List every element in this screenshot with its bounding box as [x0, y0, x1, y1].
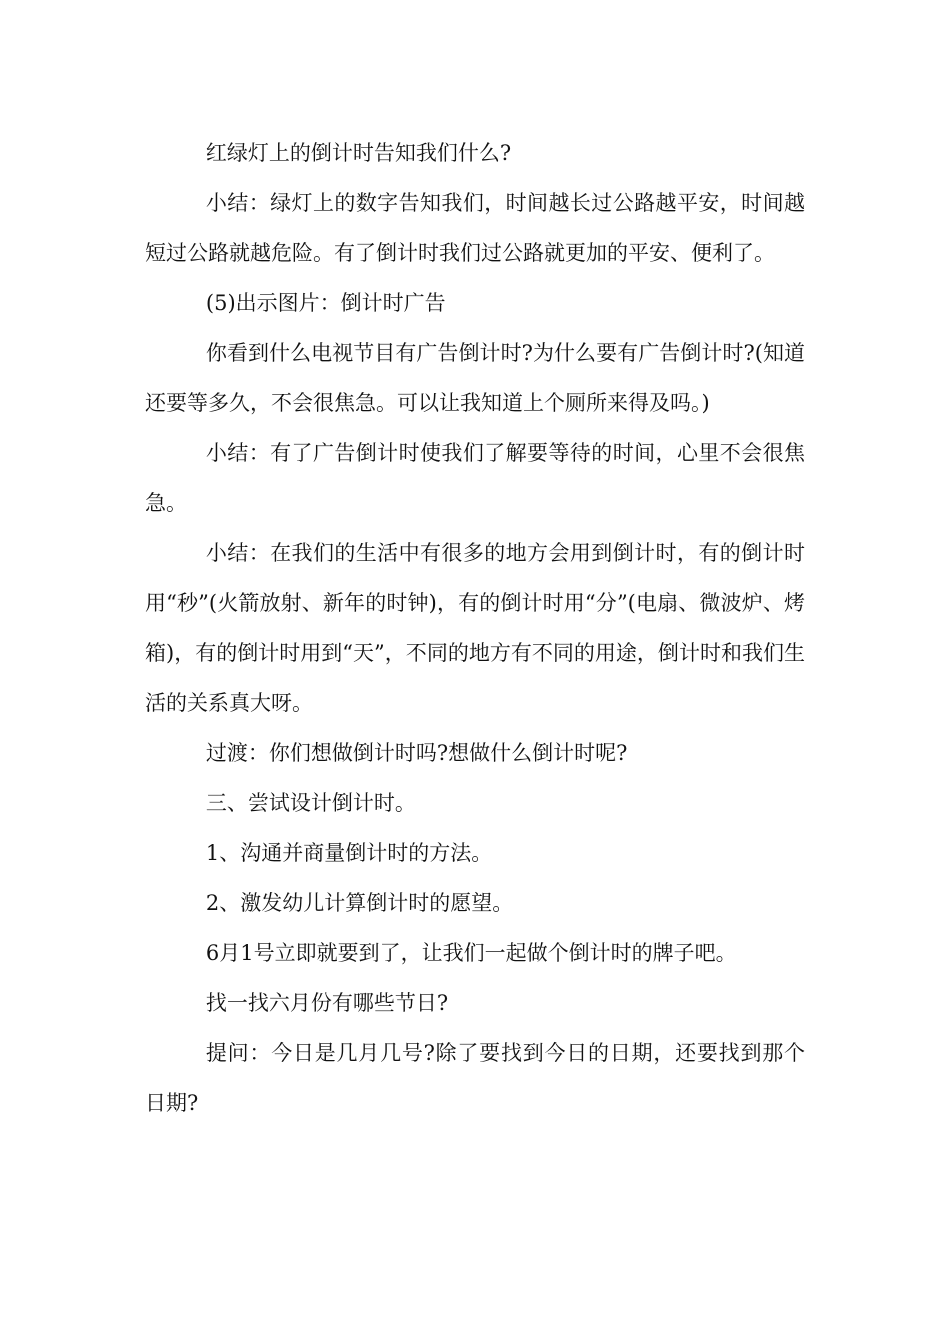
paragraph-ad-countdown-summary: 小结：有了广告倒计时使我们了解要等待的时间，心里不会很焦急。 — [145, 441, 805, 515]
paragraph-find-june-festivals: 找一找六月份有哪些节日? — [205, 991, 449, 1015]
paragraph-date-question: 提问：今日是几月几号?除了要找到今日的日期，还要找到那个日期? — [145, 1041, 805, 1115]
paragraph-traffic-light-summary: 小结：绿灯上的数字告知我们，时间越长过公路越平安，时间越短过公路就越危险。有了倒计时我们过公路就更加的平安、便利了。 — [145, 191, 805, 265]
paragraph-life-countdown-summary: 小结：在我们的生活中有很多的地方会用到倒计时，有的倒计时用“秒”(火箭放射、新年的时钟)，有的倒计时用“分”(电扇、微波炉、烤箱)，有的倒计时用到“天”，不同的地方有不同的用途，倒计时和我们生活的关系真大呀。 — [145, 541, 805, 715]
list-item-stimulate-desire: 2、激发幼儿计算倒计时的愿望。 — [205, 891, 514, 915]
section-heading-design-countdown: 三、尝试设计倒计时。 — [205, 791, 416, 815]
paragraph-traffic-light-question: 红绿灯上的倒计时告知我们什么? — [205, 141, 512, 165]
paragraph-ad-countdown-question: 你看到什么电视节目有广告倒计时?为什么要有广告倒计时?(知道还要等多久，不会很焦急。可以让我知道上个厕所来得及吗。) — [145, 341, 805, 415]
paragraph-transition: 过渡：你们想做倒计时吗?想做什么倒计时呢? — [205, 741, 628, 765]
paragraph-june-first: 6月1号立即就要到了，让我们一起做个倒计时的牌子吧。 — [205, 941, 737, 965]
list-item-discuss-method: 1、沟通并商量倒计时的方法。 — [205, 841, 493, 865]
document-body — [145, 128, 805, 1128]
paragraph-show-ad-picture: (5)出示图片：倒计时广告 — [205, 291, 446, 315]
